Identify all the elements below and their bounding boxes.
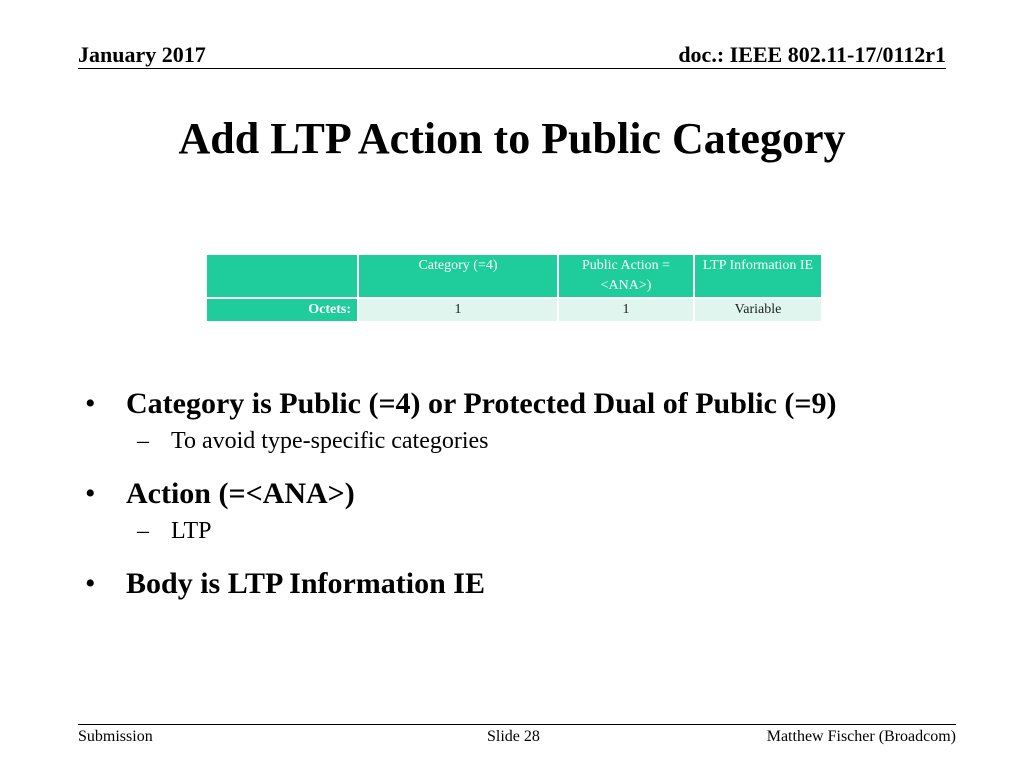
- header-date: January 2017: [78, 42, 206, 67]
- footer-divider: [78, 724, 956, 725]
- table-header-cell: Public Action = <ANA>): [559, 255, 693, 297]
- frame-format-table: [205, 253, 823, 323]
- header-divider: [78, 68, 946, 69]
- slide-title: Add LTP Action to Public Category: [178, 114, 846, 163]
- list-item: [85, 382, 985, 426]
- table-header-row: [207, 255, 821, 297]
- bullet-icon: •: [85, 567, 96, 600]
- bullet-icon: •: [85, 477, 96, 510]
- list-subitem: [85, 426, 985, 472]
- list-item: [85, 472, 985, 516]
- table-cell: 1: [359, 299, 557, 321]
- subbullet-text: To avoid type-specific categories: [171, 428, 489, 454]
- list-item: [85, 562, 985, 606]
- dash-icon: –: [137, 428, 149, 454]
- bullet-text: Category is Public (=4) or Protected Dual of Public (=9): [126, 387, 837, 420]
- header-doc-id: doc.: IEEE 802.11-17/0112r1: [678, 42, 946, 67]
- bullet-icon: •: [85, 387, 96, 420]
- footer-submission: Submission: [78, 728, 153, 745]
- bullet-list: [85, 382, 985, 606]
- table-header-cell: LTP Information IE: [695, 255, 821, 297]
- dash-icon: –: [137, 518, 149, 544]
- subbullet-text: LTP: [171, 518, 212, 544]
- bullet-text: Action (=<ANA>): [126, 477, 355, 510]
- table-cell: Variable: [695, 299, 821, 321]
- list-subitem: [85, 516, 985, 562]
- table-cell: 1: [559, 299, 693, 321]
- table-header-cell: Category (=4): [359, 255, 557, 297]
- footer-slide-number: Slide 28: [487, 728, 540, 745]
- table-corner-cell: [207, 255, 357, 297]
- table-row: [207, 299, 821, 321]
- bullet-text: Body is LTP Information IE: [126, 567, 485, 600]
- footer-author: Matthew Fischer (Broadcom): [766, 728, 956, 745]
- table-row-label: Octets:: [207, 299, 357, 321]
